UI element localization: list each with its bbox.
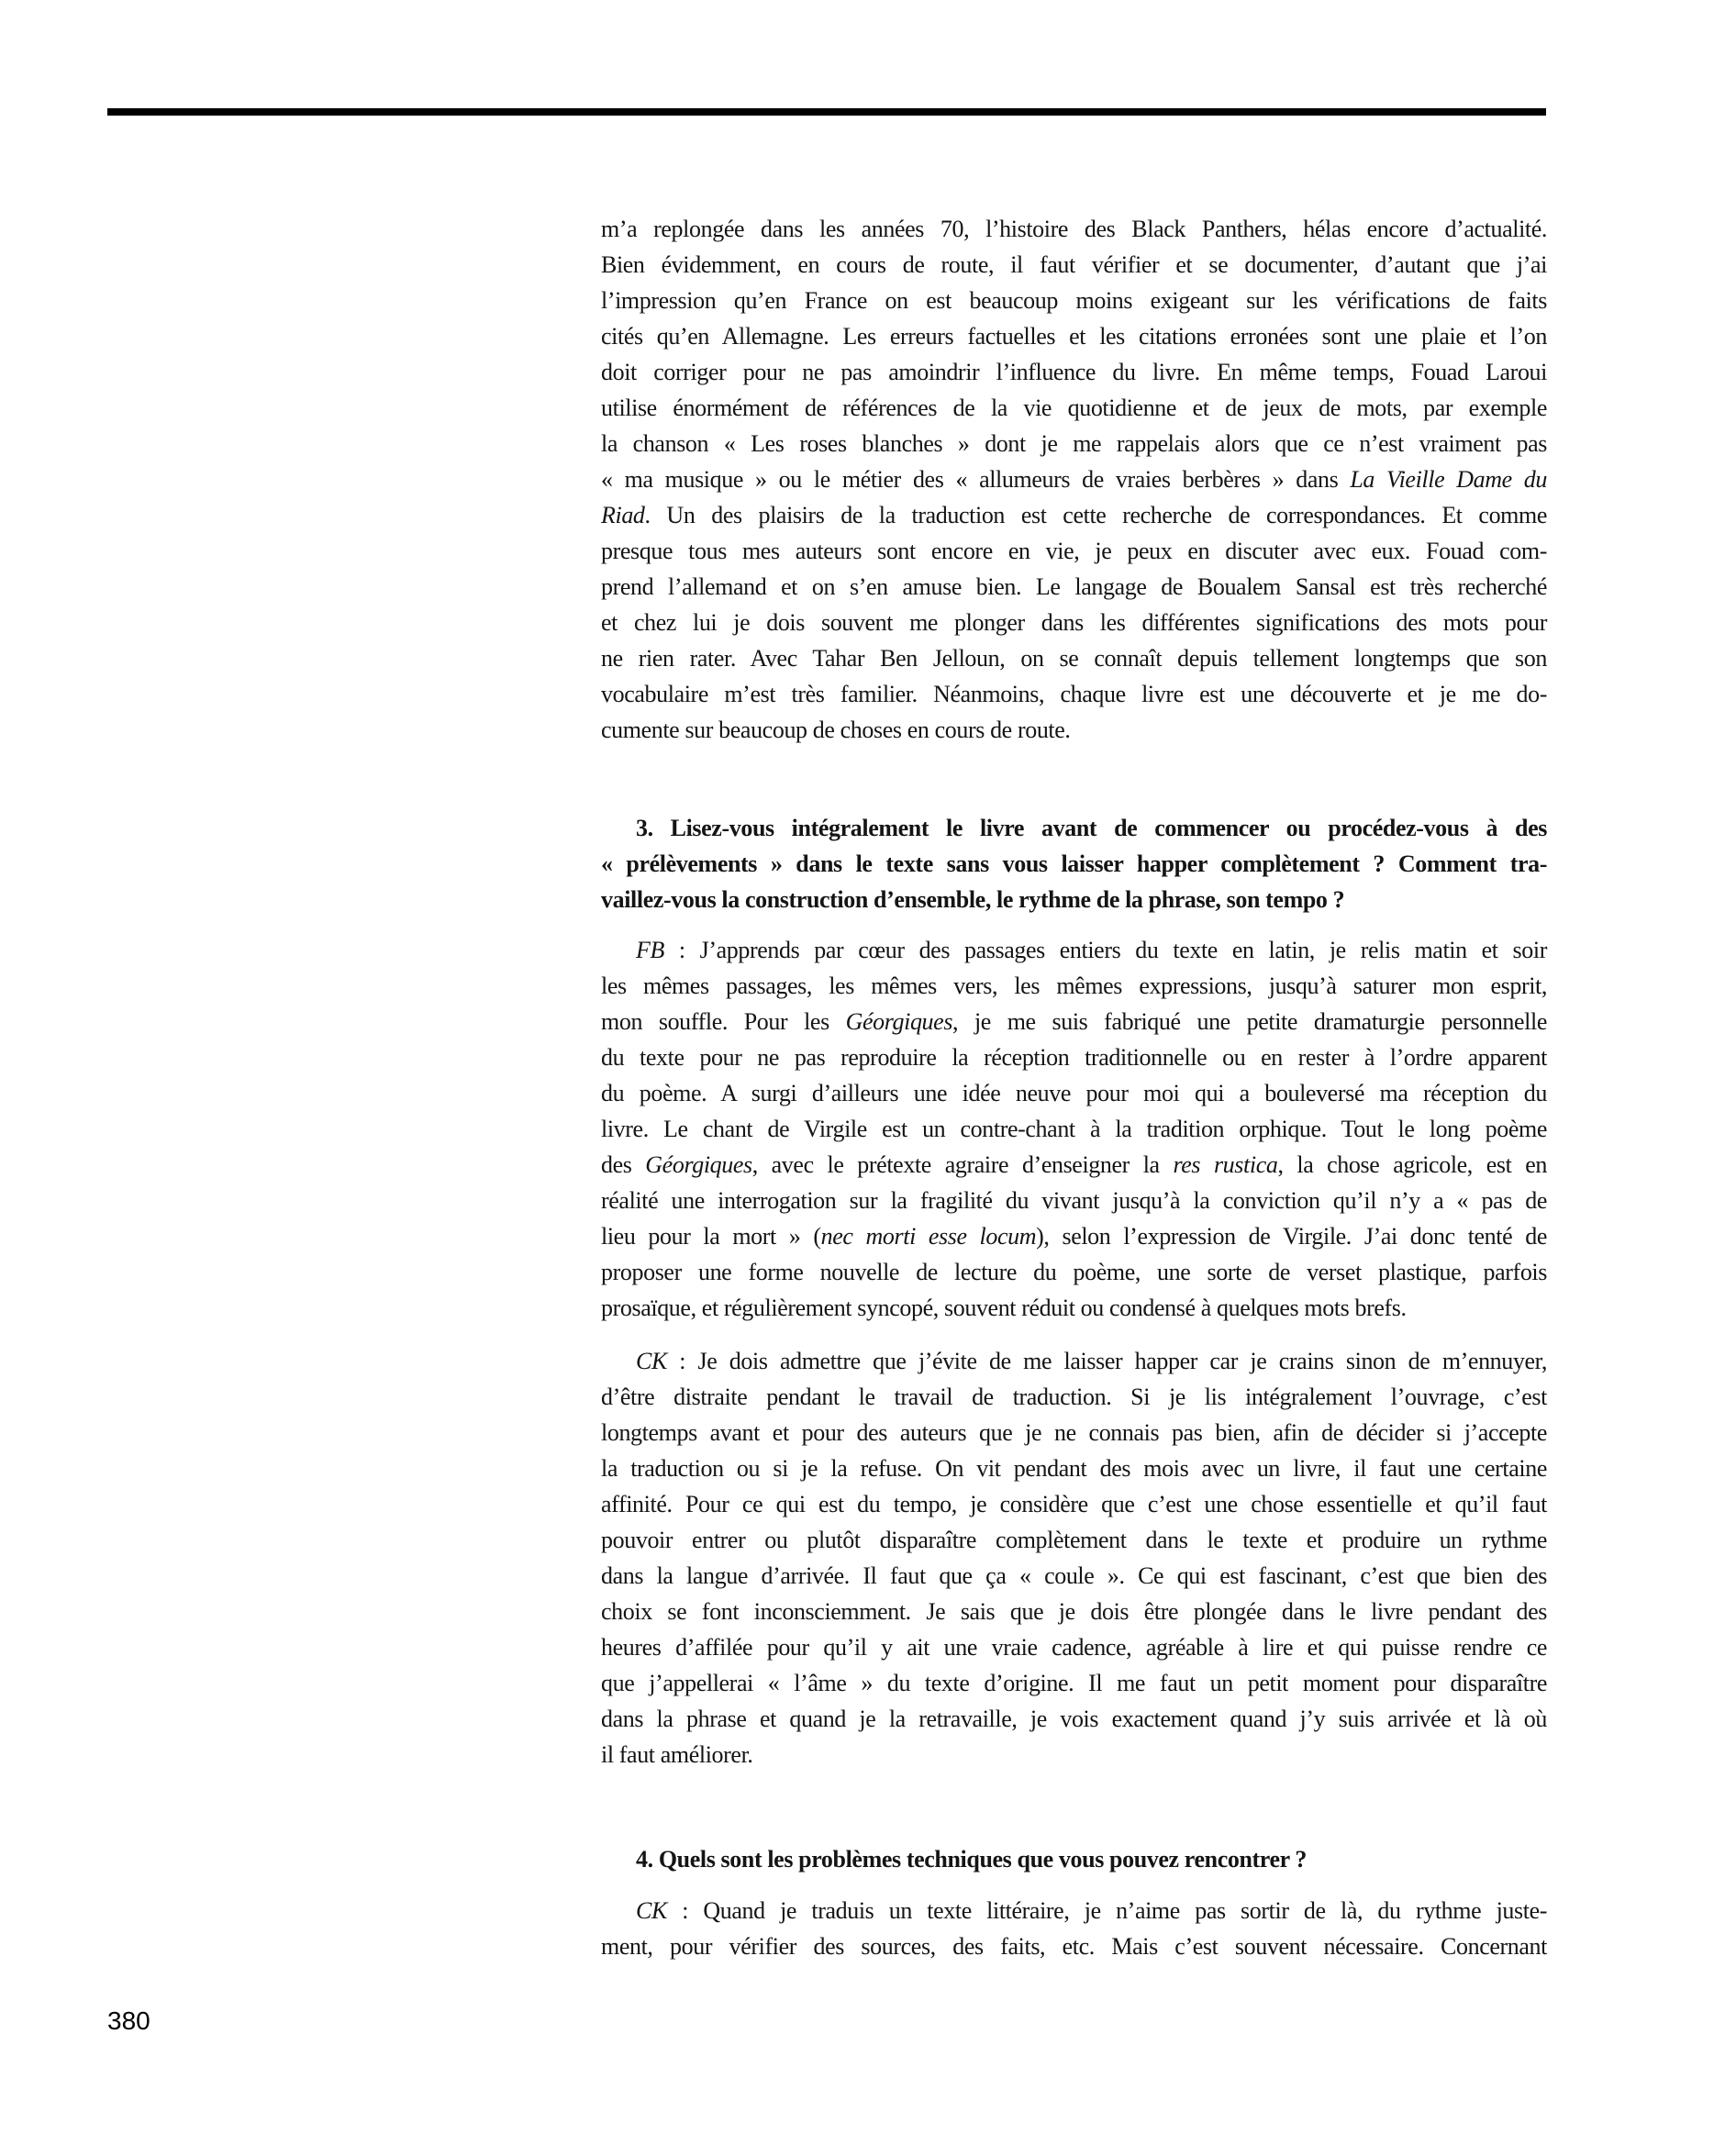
text-line bbox=[601, 1004, 1547, 1039]
text-segment: Bien évidemment, en cours de route, il faut vérifier et se documenter, d’autant que j’ai bbox=[601, 251, 1547, 278]
text-segment: cumente sur beaucoup de choses en cours de route. bbox=[601, 717, 1071, 743]
text-line bbox=[601, 1841, 1547, 1877]
text-segment: réalité une interrogation sur la fragilité du vivant jusqu’à la conviction qu’il n’y a « pas de bbox=[601, 1187, 1547, 1214]
text-segment: 4. Quels sont les problèmes techniques que vous pouvez rencontrer ? bbox=[636, 1846, 1308, 1873]
text-line bbox=[601, 211, 1547, 247]
text-segment: , je me suis fabriqué une petite dramaturgie personnelle bbox=[952, 1008, 1548, 1035]
text-line bbox=[601, 810, 1547, 846]
answer-ck bbox=[601, 1343, 1547, 1773]
text-segment: des bbox=[601, 1151, 646, 1178]
text-line bbox=[601, 932, 1547, 968]
text-line bbox=[601, 1629, 1547, 1665]
text-segment: il faut améliorer. bbox=[601, 1741, 753, 1768]
text-column bbox=[601, 211, 1547, 1964]
italic-text-segment: CK bbox=[636, 1897, 667, 1924]
text-segment: livre. Le chant de Virgile est un contre-chant à la tradition orphique. Tout le long poème bbox=[601, 1116, 1547, 1142]
text-segment: affinité. Pour ce qui est du tempo, je considère que c’est une chose essentielle et qu’il faut bbox=[601, 1491, 1547, 1517]
text-segment: et chez lui je dois souvent me plonger dans les différentes significations des mots pour bbox=[601, 609, 1547, 636]
text-segment: : Je dois admettre que j’évite de me laisser happer car je crains sinon de m’ennuyer, bbox=[666, 1348, 1547, 1374]
text-line bbox=[601, 605, 1547, 640]
text-segment: longtemps avant et pour des auteurs que je ne connais pas bien, afin de décider si j’accepte bbox=[601, 1419, 1547, 1446]
text-segment: mon souffle. Pour les bbox=[601, 1008, 846, 1035]
text-segment: du poème. A surgi d’ailleurs une idée neuve pour moi qui a bouleversé ma réception du bbox=[601, 1080, 1547, 1106]
italic-text-segment: FB bbox=[636, 937, 664, 963]
text-segment: . Un des plaisirs de la traduction est cette recherche de correspondances. Et comme bbox=[644, 502, 1547, 528]
text-line bbox=[601, 1218, 1547, 1254]
text-segment: ment, pour vérifier des sources, des faits, etc. Mais c’est souvent nécessaire. Concernant bbox=[601, 1933, 1547, 1960]
text-line bbox=[601, 1039, 1547, 1075]
text-segment: lieu pour la mort » ( bbox=[601, 1223, 821, 1250]
text-line bbox=[601, 1450, 1547, 1486]
text-line bbox=[601, 426, 1547, 461]
text-segment: la chanson « Les roses blanches » dont je me rappelais alors que ce n’est vraiment pas bbox=[601, 430, 1547, 457]
text-line bbox=[601, 1290, 1547, 1326]
text-line bbox=[601, 1701, 1547, 1737]
text-line bbox=[601, 461, 1547, 497]
text-line bbox=[601, 569, 1547, 605]
text-line bbox=[601, 1111, 1547, 1147]
text-segment: doit corriger pour ne pas amoindrir l’influence du livre. En même temps, Fouad Laroui bbox=[601, 359, 1547, 385]
text-segment: vocabulaire m’est très familier. Néanmoins, chaque livre est une découverte et je me do- bbox=[601, 681, 1547, 707]
text-segment: dans la phrase et quand je la retravaille, je vois exactement quand j’y suis arrivée et là où bbox=[601, 1706, 1547, 1732]
text-line bbox=[601, 354, 1547, 390]
question-4 bbox=[601, 1841, 1547, 1877]
text-line bbox=[601, 283, 1547, 318]
text-segment: 3. Lisez-vous intégralement le livre avant de commencer ou procédez-vous à des bbox=[636, 815, 1547, 841]
text-segment: vaillez-vous la construction d’ensemble, le rythme de la phrase, son tempo ? bbox=[601, 886, 1345, 913]
text-segment: heures d’affilée pour qu’il y ait une vraie cadence, agréable à lire et qui puisse rendre ce bbox=[601, 1634, 1547, 1661]
text-segment: : J’apprends par cœur des passages entiers du texte en latin, je relis matin et soir bbox=[663, 937, 1547, 963]
text-segment: d’être distraite pendant le travail de traduction. Si je lis intégralement l’ouvrage, c’est bbox=[601, 1384, 1547, 1410]
text-segment: « prélèvements » dans le texte sans vous laisser happer complètement ? Comment tra- bbox=[601, 850, 1547, 877]
text-line bbox=[601, 1665, 1547, 1701]
text-line bbox=[601, 1147, 1547, 1183]
text-segment: cités qu’en Allemagne. Les erreurs factuelles et les citations erronées sont une plaie et l’on bbox=[601, 323, 1547, 350]
italic-text-segment: La Vieille Dame du bbox=[1350, 466, 1547, 493]
text-line bbox=[601, 1558, 1547, 1594]
text-line bbox=[601, 1254, 1547, 1290]
text-segment: du texte pour ne pas reproduire la réception traditionnelle ou en rester à l’ordre apparent bbox=[601, 1044, 1547, 1071]
text-line bbox=[601, 533, 1547, 569]
text-segment: les mêmes passages, les mêmes vers, les mêmes expressions, jusqu’à saturer mon esprit, bbox=[601, 972, 1547, 999]
continued-paragraph bbox=[601, 211, 1547, 748]
text-line bbox=[601, 390, 1547, 426]
text-segment: utilise énormément de références de la vie quotidienne et de jeux de mots, par exemple bbox=[601, 395, 1547, 421]
text-line bbox=[601, 1928, 1547, 1964]
text-segment: pouvoir entrer ou plutôt disparaître complètement dans le texte et produire un rythme bbox=[601, 1527, 1547, 1553]
text-line bbox=[601, 1415, 1547, 1450]
text-segment: l’impression qu’en France on est beaucoup moins exigeant sur les vérifications de faits bbox=[601, 287, 1547, 314]
italic-text-segment: Riad bbox=[601, 502, 645, 528]
text-line bbox=[601, 846, 1547, 882]
text-line bbox=[601, 1343, 1547, 1379]
text-segment: ne rien rater. Avec Tahar Ben Jelloun, on se connaît depuis tellement longtemps que son bbox=[601, 645, 1547, 672]
text-segment: dans la langue d’arrivée. Il faut que ça « coule ». Ce qui est fascinant, c’est que bien des bbox=[601, 1562, 1547, 1589]
text-line bbox=[601, 1379, 1547, 1415]
italic-text-segment: Géorgiques bbox=[645, 1151, 752, 1178]
text-segment: prend l’allemand et on s’en amuse bien. Le langage de Boualem Sansal est très recherché bbox=[601, 573, 1547, 600]
top-rule bbox=[107, 108, 1546, 116]
text-line bbox=[601, 1737, 1547, 1773]
text-line bbox=[601, 1183, 1547, 1218]
text-segment: , la chose agricole, est en bbox=[1277, 1151, 1547, 1178]
question-3 bbox=[601, 810, 1547, 917]
text-line bbox=[601, 1486, 1547, 1522]
text-line bbox=[601, 640, 1547, 676]
text-line bbox=[601, 247, 1547, 283]
answer-ck-2 bbox=[601, 1893, 1547, 1964]
text-line bbox=[601, 497, 1547, 533]
text-segment: ), selon l’expression de Virgile. J’ai donc tenté de bbox=[1036, 1223, 1547, 1250]
text-line bbox=[601, 712, 1547, 748]
text-segment: , avec le prétexte agraire d’enseigner la bbox=[751, 1151, 1174, 1178]
italic-text-segment: res rustica bbox=[1173, 1151, 1278, 1178]
text-line bbox=[601, 676, 1547, 712]
answer-fb bbox=[601, 932, 1547, 1326]
italic-text-segment: Géorgiques bbox=[845, 1008, 953, 1035]
italic-text-segment: nec morti esse locum bbox=[820, 1223, 1037, 1250]
text-segment: proposer une forme nouvelle de lecture du poème, une sorte de verset plastique, parfois bbox=[601, 1259, 1547, 1285]
text-segment: choix se font inconsciemment. Je sais que je dois être plongée dans le livre pendant des bbox=[601, 1598, 1547, 1625]
text-segment: : Quand je traduis un texte littéraire, je n’aime pas sortir de là, du rythme juste- bbox=[666, 1897, 1547, 1924]
text-line bbox=[601, 882, 1547, 917]
text-line bbox=[601, 1893, 1547, 1928]
text-segment: que j’appellerai « l’âme » du texte d’origine. Il me faut un petit moment pour disparaître bbox=[601, 1670, 1547, 1696]
text-segment: presque tous mes auteurs sont encore en vie, je peux en discuter avec eux. Fouad com- bbox=[601, 538, 1547, 564]
italic-text-segment: CK bbox=[636, 1348, 667, 1374]
text-segment: prosaïque, et régulièrement syncopé, souvent réduit ou condensé à quelques mots brefs. bbox=[601, 1295, 1407, 1321]
text-line bbox=[601, 318, 1547, 354]
text-segment: « ma musique » ou le métier des « allumeurs de vraies berbères » dans bbox=[601, 466, 1351, 493]
text-segment: la traduction ou si je la refuse. On vit pendant des mois avec un livre, il faut une certaine bbox=[601, 1455, 1547, 1482]
text-line bbox=[601, 1075, 1547, 1111]
page-number: 380 bbox=[107, 2006, 150, 2035]
text-segment: m’a replongée dans les années 70, l’histoire des Black Panthers, hélas encore d’actualité. bbox=[601, 216, 1547, 242]
text-line bbox=[601, 1522, 1547, 1558]
text-line bbox=[601, 1594, 1547, 1629]
text-line bbox=[601, 968, 1547, 1004]
